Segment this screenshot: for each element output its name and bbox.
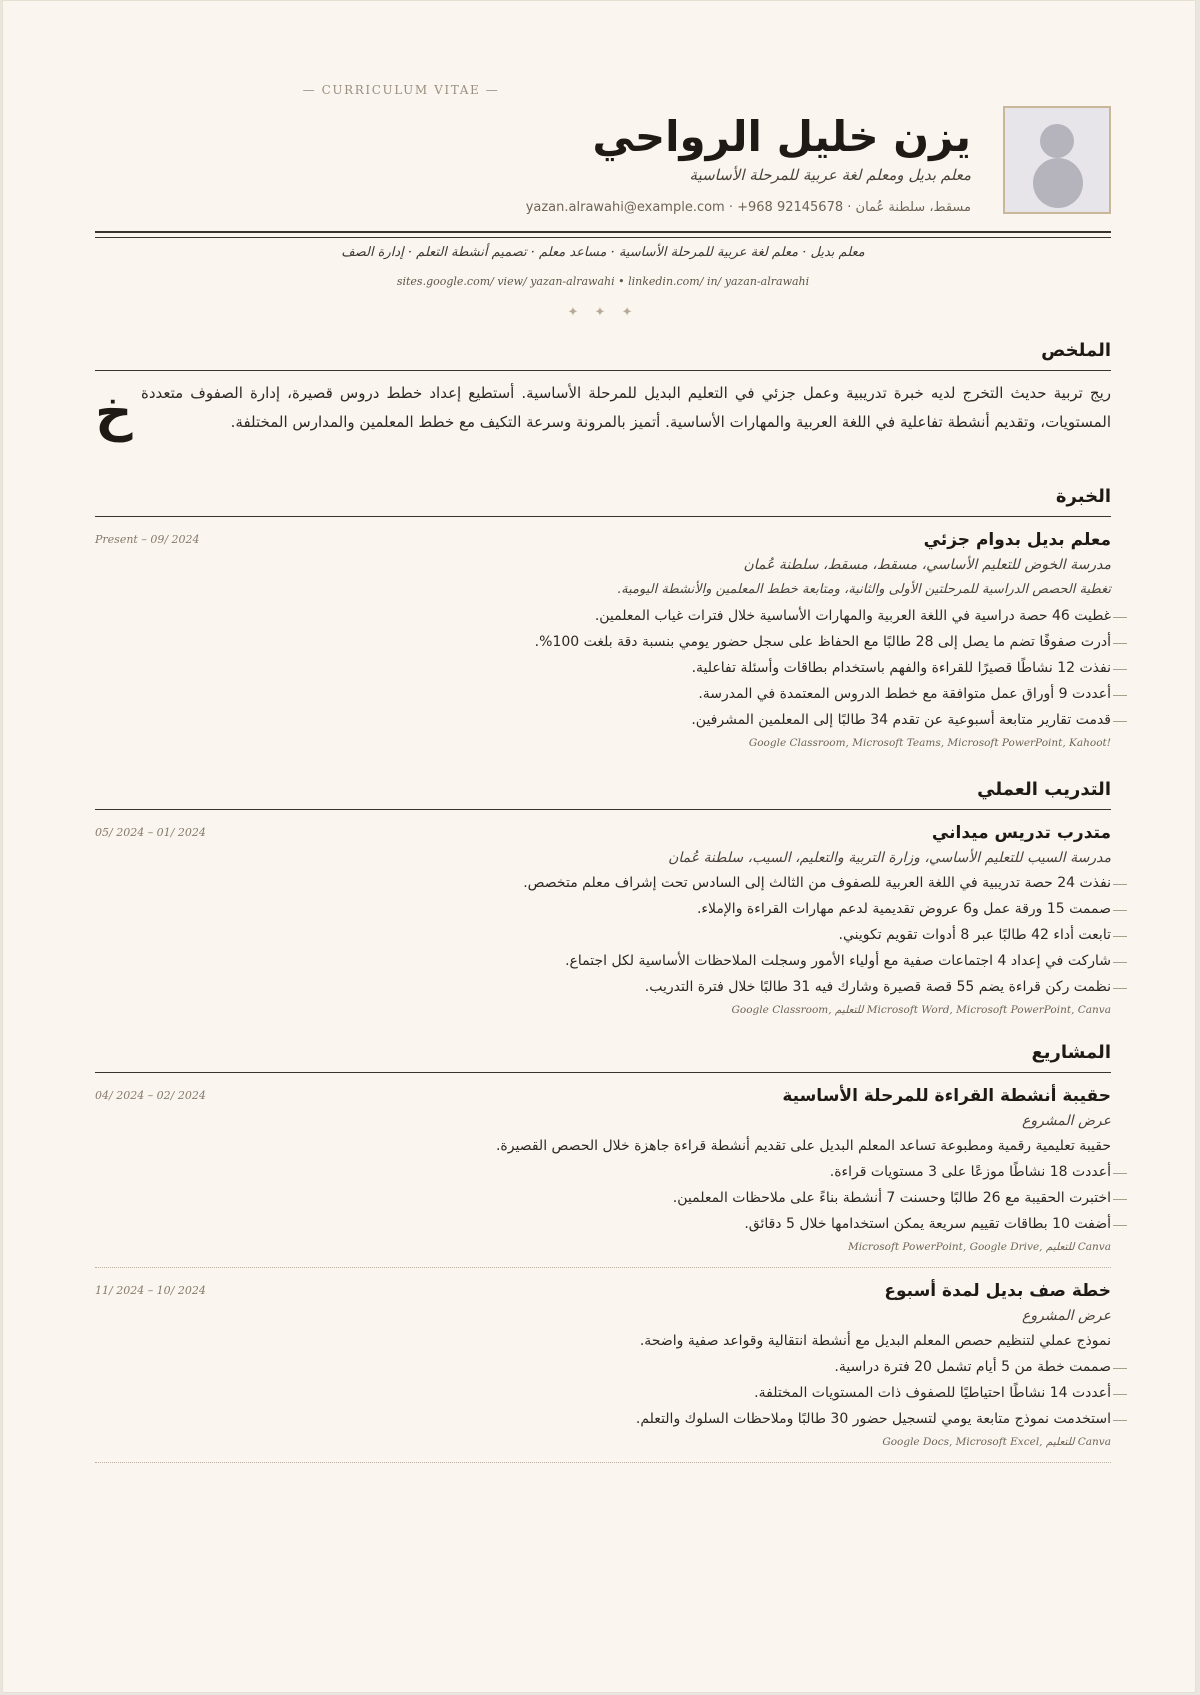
project-summary: حقيبة تعليمية رقمية ومطبوعة تساعد المعلم البديل على تقديم أنشطة قراءة جاهزة خلال الحصص القصيرة. (495, 1138, 1111, 1154)
bullet-item: نظمت ركن قراءة يضم 55 قصة قصيرة وشارك فيه 31 طالبًا خلال فترة التدريب. (95, 974, 1111, 1000)
entry-title: متدرب تدريس ميداني (931, 823, 1111, 843)
profile-photo-placeholder (1003, 106, 1111, 214)
bullet-item: استخدمت نموذج متابعة يومي لتسجيل حضور 30 طالبًا وملاحظات السلوك والتعلم. (95, 1406, 1111, 1432)
training-entry (95, 820, 1111, 1020)
cv-kicker: — CURRICULUM VITAE — (302, 83, 500, 97)
entry-bullets (95, 1354, 1111, 1432)
entry-title: خطة صف بديل لمدة أسبوع (884, 1281, 1111, 1301)
bullet-item: صممت 15 ورقة عمل و6 عروض تقديمية لدعم مهارات القراءة والإملاء. (95, 896, 1111, 922)
entry-bullets (95, 870, 1111, 1000)
role-keywords: معلم بديل · معلم لغة عربية للمرحلة الأساسية · مساعد معلم · تصميم أنشطة التعلم · إدارة الصف (341, 245, 865, 260)
project-entry (95, 1278, 1111, 1463)
section-title-training: التدريب العملي (95, 777, 1111, 810)
entry-tools: Google Classroom, Microsoft Teams, Microsoft PowerPoint, Kahoot! (748, 737, 1111, 749)
bullet-item: أعددت 18 نشاطًا موزعًا على 3 مستويات قراءة. (95, 1159, 1111, 1185)
bullet-item: غطيت 46 حصة دراسية في اللغة العربية والمهارات الأساسية خلال فترات غياب المعلمين. (95, 603, 1111, 629)
entry-divider (95, 1267, 1111, 1268)
resume-page (2, 0, 1196, 1693)
entry-title: معلم بديل بدوام جزئي (923, 530, 1111, 550)
resume-content (95, 1, 1111, 1694)
entry-date: Present – 09/ 2024 (95, 533, 200, 546)
bullet-item: نفذت 12 نشاطًا قصيرًا للقراءة والفهم باستخدام بطاقات وأسئلة تفاعلية. (95, 655, 1111, 681)
project-entry (95, 1083, 1111, 1268)
entry-bullets (95, 603, 1111, 733)
project-summary: نموذج عملي لتنظيم حصص المعلم البديل مع أنشطة انتقالية وقواعد صفية واضحة. (639, 1333, 1111, 1349)
bullet-item: نفذت 24 حصة تدريبية في اللغة العربية للصفوف من الثالث إلى السادس تحت إشراف معلم متخصص. (95, 870, 1111, 896)
bullet-item: قدمت تقارير متابعة أسبوعية عن تقدم 34 طالبًا إلى المعلمين المشرفين. (95, 707, 1111, 733)
profile-links[interactable]: sites.google.com/ view/ yazan-alrawahi • linkedin.com/ in/ yazan-alrawahi (396, 275, 810, 288)
entry-tools: Google Classroom, للتعليم Microsoft Word, Microsoft PowerPoint, Canva (731, 1004, 1111, 1016)
bullet-item: شاركت في إعداد 4 اجتماعات صفية مع أولياء الأمور وسجلت الملاحظات الأساسية لكل اجتماع. (95, 948, 1111, 974)
avatar-head-icon (1040, 124, 1074, 158)
entry-organization: مدرسة السيب للتعليم الأساسي، وزارة التربية والتعليم، السيب، سلطنة عُمان (668, 850, 1111, 866)
training-section (95, 777, 1111, 1020)
contact-line: مسقط، سلطنة عُمان · yazan.alrawahi@example.com · +968 92145678 (525, 200, 971, 215)
section-title-experience: الخبرة (95, 484, 1111, 517)
projects-section (95, 1040, 1111, 1463)
avatar-body-icon (1033, 158, 1083, 208)
summary-dropcap: خ (95, 383, 133, 443)
bullet-item: أعددت 14 نشاطًا احتياطيًا للصفوف ذات المستويات المختلفة. (95, 1380, 1111, 1406)
bullet-item: اختبرت الحقيبة مع 26 طالبًا وحسنت 7 أنشطة بناءً على ملاحظات المعلمين. (95, 1185, 1111, 1211)
candidate-name: يزن خليل الرواحي (592, 112, 971, 161)
entry-bullets (95, 1159, 1111, 1237)
ornament-divider: ✦ ✦ ✦ (567, 305, 639, 320)
entry-divider (95, 1462, 1111, 1463)
entry-title: حقيبة أنشطة القراءة للمرحلة الأساسية (782, 1086, 1111, 1106)
section-title-summary: الملخص (95, 338, 1111, 371)
entry-date: 04/ 2024 – 02/ 2024 (95, 1089, 206, 1102)
entry-date: 11/ 2024 – 10/ 2024 (95, 1284, 206, 1297)
header-divider (95, 231, 1111, 238)
experience-section (95, 484, 1111, 753)
bullet-item: أضفت 10 بطاقات تقييم سريعة يمكن استخدامها خلال 5 دقائق. (95, 1211, 1111, 1237)
entry-description: تغطية الحصص الدراسية للمرحلتين الأولى والثانية، ومتابعة خطط المعلمين والأنشطة اليومية. (617, 582, 1111, 597)
bullet-item: أدرت صفوفًا تضم ما يصل إلى 28 طالبًا مع الحفاظ على سجل حضور يومي بنسبة دقة بلغت 100%. (95, 629, 1111, 655)
candidate-subtitle: معلم بديل ومعلم لغة عربية للمرحلة الأساسية (689, 166, 971, 184)
experience-entry (95, 527, 1111, 753)
summary-section (95, 338, 1111, 443)
bullet-item: أعددت 9 أوراق عمل متوافقة مع خطط الدروس المعتمدة في المدرسة. (95, 681, 1111, 707)
section-title-projects: المشاريع (95, 1040, 1111, 1073)
entry-tools: Google Docs, Microsoft Excel, للتعليم Canva (882, 1436, 1111, 1448)
entry-date: 05/ 2024 – 01/ 2024 (95, 826, 206, 839)
project-link[interactable]: عرض المشروع (1021, 1113, 1111, 1129)
bullet-item: تابعت أداء 42 طالبًا عبر 8 أدوات تقويم تكويني. (95, 922, 1111, 948)
project-link[interactable]: عرض المشروع (1021, 1308, 1111, 1324)
summary-body (95, 379, 1111, 443)
summary-text: ريج تربية حديث التخرج لديه خبرة تدريبية وعمل جزئي في التعليم البديل للمرحلة الأساسية. أستطيع إعداد خطط دروس قصيرة، إدارة الصفوف متعددة المستويات، وتقديم أنشطة تفاعلية في اللغة العربية والمهارات الأساسية. أتميز بالمرونة وسرعة التكيف مع خطط المعلمين والمدارس المختلفة. (141, 384, 1111, 431)
bullet-item: صممت خطة من 5 أيام تشمل 20 فترة دراسية. (95, 1354, 1111, 1380)
entry-tools: Microsoft PowerPoint, Google Drive, للتعليم Canva (847, 1241, 1111, 1253)
entry-organization: مدرسة الخوض للتعليم الأساسي، مسقط، مسقط، سلطنة عُمان (743, 557, 1111, 573)
